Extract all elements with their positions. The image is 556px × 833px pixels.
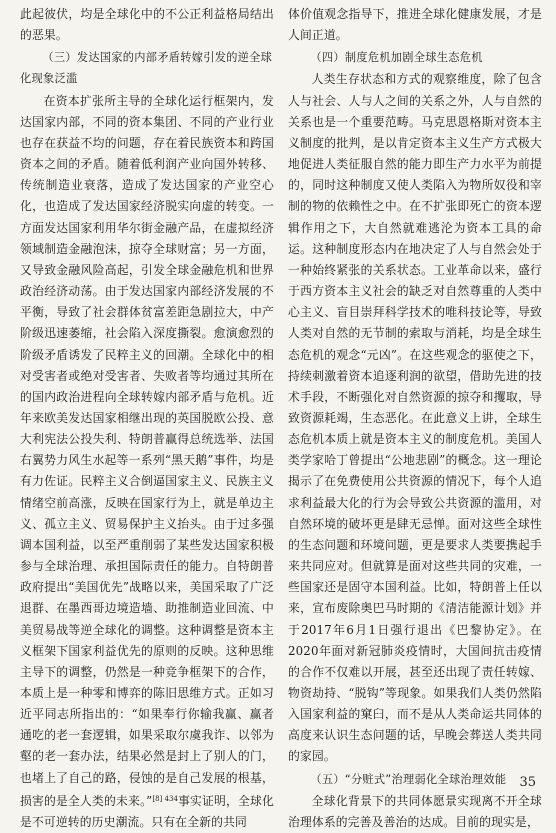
paragraph-continued: 此起彼伏，均是全球化中的不公正利益格局结出的恶果。 [20,7,274,43]
page-number: 35 [519,775,536,790]
section-heading-5: （五）“分赃式”治理弱化全球治理效能 [310,772,507,786]
section-3-text-tail: 事实证明，全球化是不可逆转的历史潮流。只有在全新的共同 [20,793,274,829]
section-5-body: 全球化背景下的共同体愿景实现离不开全球治理体系的完善及善治的达成。目前的现实是， [288,793,542,829]
section-3-text: 在资本扩张所主导的全球化运行框架内，发达国家内部，不同的资本集团、不同的产业行业也存在获益不均的问题，存在着民族资本和跨国资本之间的矛盾。随着低利润产业向国外转移、传统制造业衰落，造成了发达国家的产业空心化，也造成了发达国家经济脱实向虚的转变。一方面发达国家利用华尔街金融产品，在虚拟经济领域制造金融泡沫，掠夺全球财富；另一方面，又导致金融风险高起，引发全球金融危机和世界政治经济动荡。由于发达国家内部经济发展的不平衡，导致了社会群体贫富差距急剧拉大，中产阶级迅速萎缩，社会陷入深度撕裂。愈演愈烈的阶级矛盾诱发了民粹主义的回潮。全球化中的相对受害者或绝对受害者、失败者等均通过其所在的国内政治进程向全球转嫁内部矛盾与危机。近年来欧美发达国家相继出现的英国脱欧公投、意大利宪法公投失利、特朗普赢得总统选举、法国右翼势力风生水起等一系列“黑天鹅”事件，均是有力佐证。民粹主义合倒逼国家主义、民族主义情绪空前高涨，反映在国家行为上，就是单边主义、孤立主义、贸易保护主义抬头。由于过多强调本国利益，以至严重削弱了某些发达国家积极参与全球治理、承担国际责任的能力。自特朗普政府提出“美国优先”战略以来，美国采取了广泛退群、在墨西哥边境造墙、助推制造业回流、中美贸易战等逆全球化的调整。这种调整是资本主义框架下国家利益优先的原则的反映。这种思维主导下的调整，仍然是一种竞争框架下的合作，本质上是一种零和博弈的陈旧思维方式。正如习近平同志所指出的：“如果奉行你输我赢、赢者通吃的老一套逻辑，如果采取尔虞我诈、以邻为壑的老一套办法，结果必然是封上了别人的门，也堵上了自己的路，侵蚀的是自己发展的根基，损害的是全人类的未来。” [20,93,274,808]
citation-marker: [8] 434 [152,794,178,803]
right-column [288,4,542,833]
paragraph-continued-right: 体价值观念指导下，推进全球化健康发展，才是人间正道。 [288,7,542,43]
left-column [20,4,274,833]
section-heading-3: （三）发达国家的内部矛盾转嫁引发的逆全球化现象泛滥 [20,51,273,86]
section-3-body [20,91,274,833]
section-4-body: 人类生存状态和方式的观察维度，除了包含人与社会、人与人之间的关系之外，人与自然的关系也是一个重要范畴。马克思恩格斯对资本主义制度的批判，是以肯定资本主义生产方式极大地促进人类征服自然的能力即生产力水平为前提的，同时这种制度又使人类陷入为物所奴役和宰制的物的依赖性之中。在不扩张即死亡的资本逻辑作用之下，大自然就难逃沦为资本工具的命运。这种制度形态内在地决定了人与自然会处于一种始终紧张的关系状态。工业革命以来，盛行于西方资本主义社会的缺乏对自然尊重的人类中心主义、盲目崇拜科学技术的唯科技论等，导致人类对自然的无节制的索取与消耗，均是全球生态危机的观念“元凶”。在这些观念的驱使之下，持续刺激着资本追逐利润的欲望，借助先进的技术手段，不断强化对自然资源的掠夺和攫取，导致资源耗竭，生态恶化。在此意义上讲，全球生态危机本质上就是资本主义的制度危机。美国人类学家哈丁曾提出“公地悲剧”的概念。这一理论揭示了在免费使用公共资源的情况下，每个人追求利益最大化的行为会导致公共资源的滥用，对自然环境的破坏更是肆无忌惮。面对这些全球性的生态问题和环境问题，更是要求人类要携起手来共同应对。但就算是面对这些共同的灾难，一些国家还是固守本国利益。比如，特朗普上任以来，宣布废除奥巴马时期的《清洁能源计划》并于2017年6月1日强行退出《巴黎协定》。在2020年面对新冠肺炎疫情时，大国间抗击疫情的合作不仅难以开展，甚至还出现了责任转嫁、物资劫持、“脱钩”等现象。如果我们人类仍然陷入国家利益的窠臼，而不是从人类命运共同体的高度来认识生态问题的话，早晚会葬送人类共同的家园。 [288,72,542,764]
section-heading-4: （四）制度危机加剧全球生态危机 [310,51,483,65]
